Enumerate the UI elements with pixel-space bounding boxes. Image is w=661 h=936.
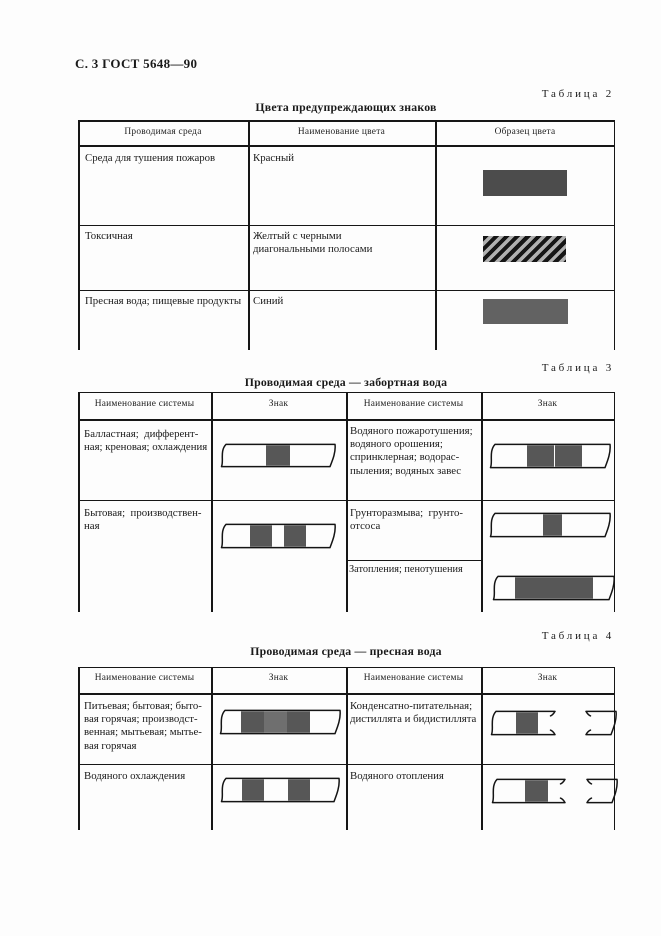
table3-column-divider [211, 392, 213, 612]
color-sample-red [483, 170, 567, 196]
table4-header-system: Наименование системы [363, 673, 464, 683]
pipe-sign-water-heating [489, 778, 620, 809]
pipe-sign-domestic [218, 523, 338, 554]
table2-column-divider [248, 120, 250, 350]
table3-border-left [78, 392, 80, 612]
color-sample-blue [483, 299, 568, 324]
pipe-sign-flooding [490, 575, 617, 606]
table4-header-sign: Знак [268, 673, 289, 683]
table3-label: Таблица 3 [541, 362, 614, 374]
table4-column-divider [481, 667, 483, 830]
table2-cell-color-name: Желтый с черными диагональными полосами [253, 230, 373, 256]
table4-cell-system: Водяного отопления [350, 770, 444, 782]
table3-column-divider [481, 392, 483, 612]
table3-cell-system: Водяного пожаротушения; водяного орошения; спринклерная; водорас- пыления; водяных завес [350, 425, 473, 477]
table4-cell-system: Конденсатно-питательная; дистиллята и бидистиллята [350, 700, 477, 726]
table2-title: Цвета предупреждающих знаков [255, 100, 437, 114]
table2-header-divider [78, 145, 615, 147]
pipe-sign-drinking [217, 709, 343, 740]
table3-title: Проводимая среда — забортная вода [244, 375, 448, 389]
table2-border-left [78, 120, 80, 350]
table3-row-divider [346, 560, 481, 561]
table4-label: Таблица 4 [541, 630, 614, 642]
table2-border-right [614, 120, 616, 350]
table4-border-left [78, 667, 80, 830]
table4-column-divider [211, 667, 213, 830]
pipe-sign-water-cooling [218, 777, 342, 808]
table2-column-divider [435, 120, 437, 350]
table3-header-system: Наименование системы [94, 399, 195, 409]
table2-cell-color-name: Синий [253, 295, 284, 307]
table2-cell-color-name: Красный [253, 152, 294, 164]
pipe-sign-condensate-feed [488, 710, 620, 741]
table3-header-system: Наименование системы [363, 399, 464, 409]
table3-header-sign: Знак [268, 399, 289, 409]
color-sample-yellow-black-stripes [483, 236, 566, 262]
table3-cell-system: Грунторазмыва; грунто- отсоса [350, 507, 463, 533]
table3-cell-system: Затопления; пенотушения [349, 564, 463, 575]
table2-cell-medium: Пресная вода; пищевые продукты [85, 295, 242, 307]
table2-row-divider [78, 225, 615, 226]
table2-row-divider [78, 290, 615, 291]
table4-column-divider [346, 667, 348, 830]
table3-cell-system: Бытовая; производствен- ная [84, 507, 202, 533]
table3-cell-system: Балластная; дифферент- ная; креновая; охлаждения [84, 428, 208, 454]
table4-title: Проводимая среда — пресная вода [250, 644, 442, 658]
table3-header-sign: Знак [537, 399, 558, 409]
table4-cell-system: Водяного охлаждения [84, 770, 186, 782]
table4-header-sign: Знак [537, 673, 558, 683]
pipe-sign-ground-wash [487, 512, 613, 543]
pipe-sign-ballast [218, 443, 338, 473]
table2-header-color-name: Наименование цвета [297, 127, 386, 137]
table3-column-divider [346, 392, 348, 612]
table4-header-system: Наименование системы [94, 673, 195, 683]
page-header: С. 3 ГОСТ 5648—90 [75, 56, 198, 71]
table2-cell-medium: Среда для тушения пожаров [85, 152, 216, 164]
table2-cell-medium: Токсичная [85, 230, 133, 242]
table2-border-top [78, 120, 615, 122]
table2-label: Таблица 2 [541, 88, 614, 100]
table2-header-medium: Проводимая среда [124, 127, 202, 137]
table2-header-sample: Образец цвета [494, 127, 556, 137]
pipe-sign-fire-water [487, 443, 613, 474]
table4-cell-system: Питьевая; бытовая; быто- вая горячая; производст- венная; мытьевая; мытье- вая горячая [84, 700, 202, 752]
